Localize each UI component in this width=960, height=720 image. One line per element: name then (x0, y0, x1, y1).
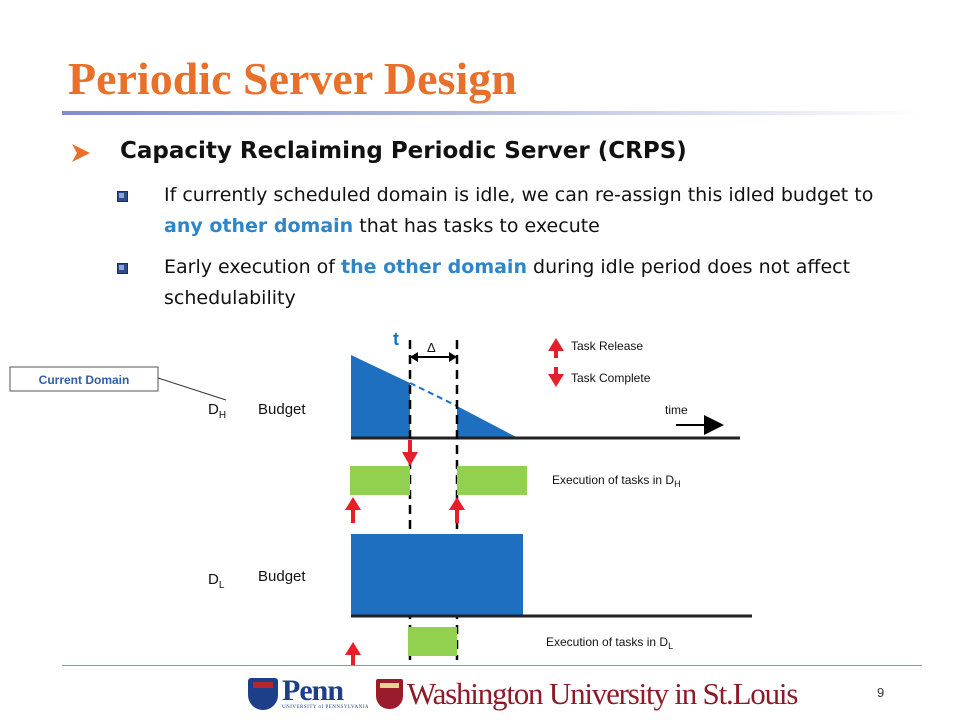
t-marker-label: t (393, 329, 399, 349)
exec-dh-label: Execution of tasks in $D_H$ (552, 473, 681, 489)
dh-budget-area-before-t (351, 355, 410, 438)
exec-dl-label: Execution of tasks in $D_L$ (546, 635, 674, 651)
wustl-shield-icon (376, 679, 403, 709)
delta-label: Δ (427, 340, 436, 355)
dl-label: $D_L$ (208, 571, 225, 591)
sub-bullet-1-highlight: any other domain (164, 215, 354, 237)
dh-budget-label: Budget (258, 401, 306, 418)
legend-release-arrow-icon (548, 338, 564, 358)
task-release-arrow-icon (449, 497, 465, 523)
time-label: time (665, 403, 688, 417)
dh-budget-idle-dashed (410, 383, 457, 406)
dl-execution-block (408, 627, 457, 656)
current-domain-label: Current Domain (38, 373, 130, 387)
task-release-arrow-icon (345, 642, 361, 666)
dh-execution-block-1 (350, 466, 410, 495)
legend-release-label: Task Release (571, 339, 644, 353)
sub-bullet-2-text: Early execution of (164, 256, 342, 278)
penn-shield-icon (248, 678, 278, 710)
task-release-arrow-icon (345, 497, 361, 523)
legend-complete-arrow-icon (548, 367, 564, 387)
page-number: 9 (877, 685, 885, 700)
dl-budget-area (351, 534, 523, 616)
sub-bullet-1-text: If currently scheduled domain is idle, we can re-assign this idled budget to (164, 184, 874, 206)
dh-budget-area-after-delta (457, 406, 518, 438)
legend-complete-label: Task Complete (571, 371, 651, 385)
wustl-wordmark: Washington University in St.Louis (407, 676, 798, 711)
dl-budget-label: Budget (258, 568, 306, 585)
sub-bullet-2-highlight: the other domain (341, 256, 527, 278)
sub-bullet-2-text-end: during idle period does not affect schedulability (164, 256, 851, 309)
footer-divider (62, 665, 922, 666)
penn-subtitle: UNIVERSITY of PENNSYLVANIA (282, 705, 369, 710)
main-bullet-text: Capacity Reclaiming Periodic Server (CRPS) (120, 138, 687, 164)
penn-wordmark: Penn (282, 674, 344, 707)
dh-execution-block-2 (457, 466, 527, 495)
slide-title: Periodic Server Design (68, 53, 517, 104)
callout-pointer-line (158, 378, 226, 400)
dh-label: $D_H$ (208, 401, 227, 421)
task-complete-arrow-icon (402, 440, 418, 466)
sub-bullet-1-text-end: that has tasks to execute (353, 215, 600, 237)
